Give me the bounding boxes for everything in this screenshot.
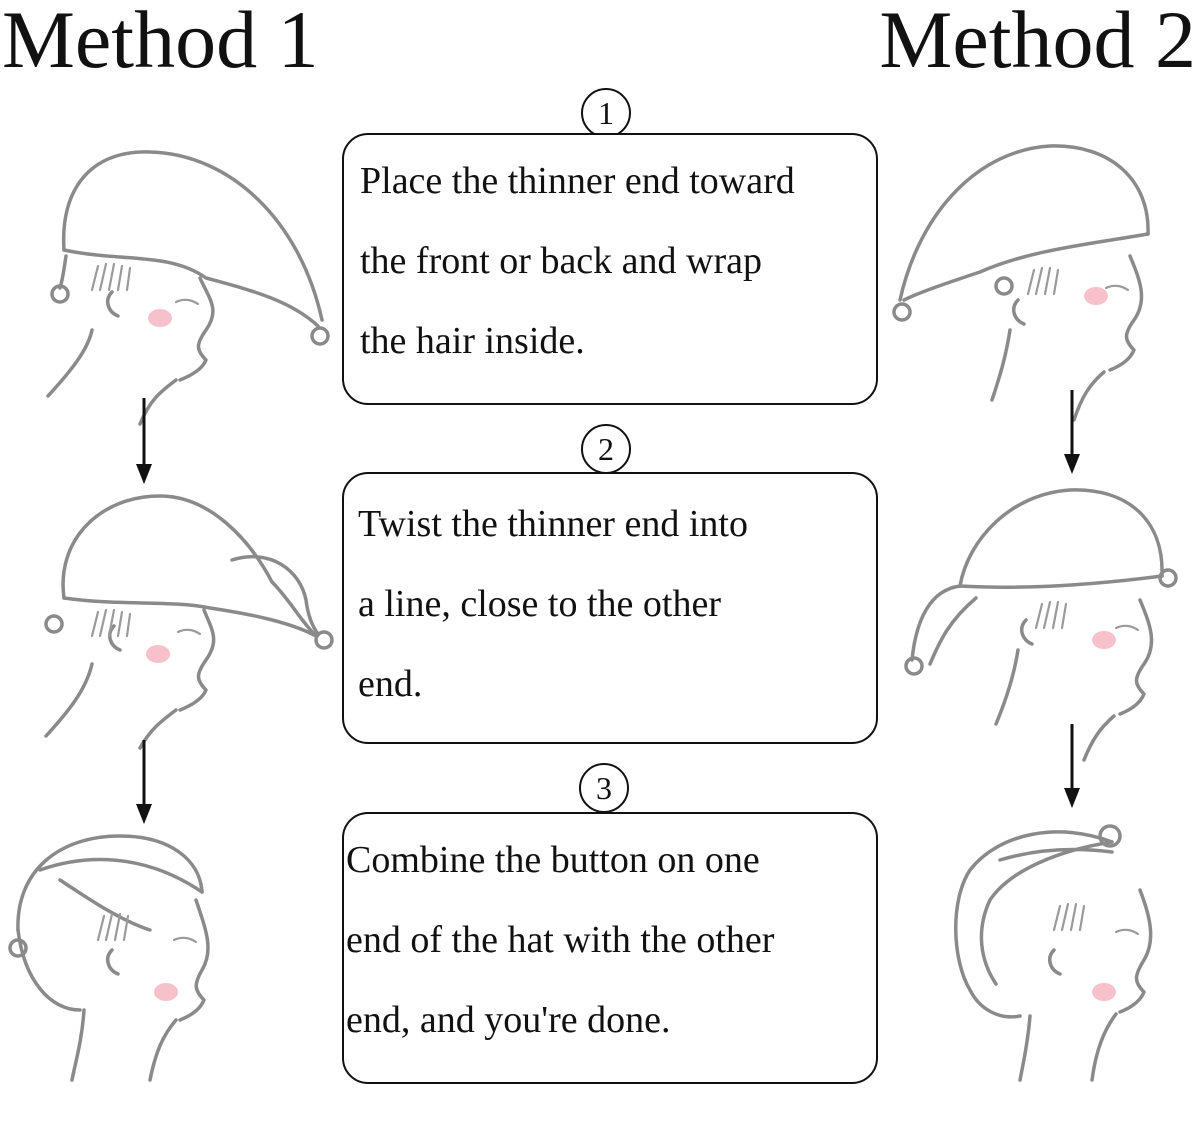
method-1-step-1-figure xyxy=(48,152,328,424)
method-2-step-2-figure xyxy=(906,490,1176,760)
method-2-title: Method 2 xyxy=(879,0,1196,85)
method-2-step-3-figure xyxy=(956,826,1151,1080)
step-2-text: Twist the thinner end into a line, close to the other end. xyxy=(358,503,748,705)
method-1-arrow-1-icon xyxy=(136,398,152,484)
step-3-text: Combine the button on one end of the hat with the other end, and you're done. xyxy=(346,839,775,1041)
method-1-title: Method 1 xyxy=(2,0,319,85)
method-1-step-3-figure xyxy=(10,836,208,1080)
step-1-text: Place the thinner end toward the front or back and wrap the hair inside. xyxy=(360,160,795,362)
step-2-number: 2 xyxy=(581,424,631,474)
step-3-number: 3 xyxy=(579,763,629,813)
method-1-step-2-figure xyxy=(46,496,332,748)
step-1-number: 1 xyxy=(581,88,631,138)
method-2-arrow-1-icon xyxy=(1064,390,1080,474)
method-2-arrow-2-icon xyxy=(1064,724,1080,808)
method-2-step-1-figure xyxy=(894,146,1148,420)
method-1-arrow-2-icon xyxy=(136,740,152,824)
